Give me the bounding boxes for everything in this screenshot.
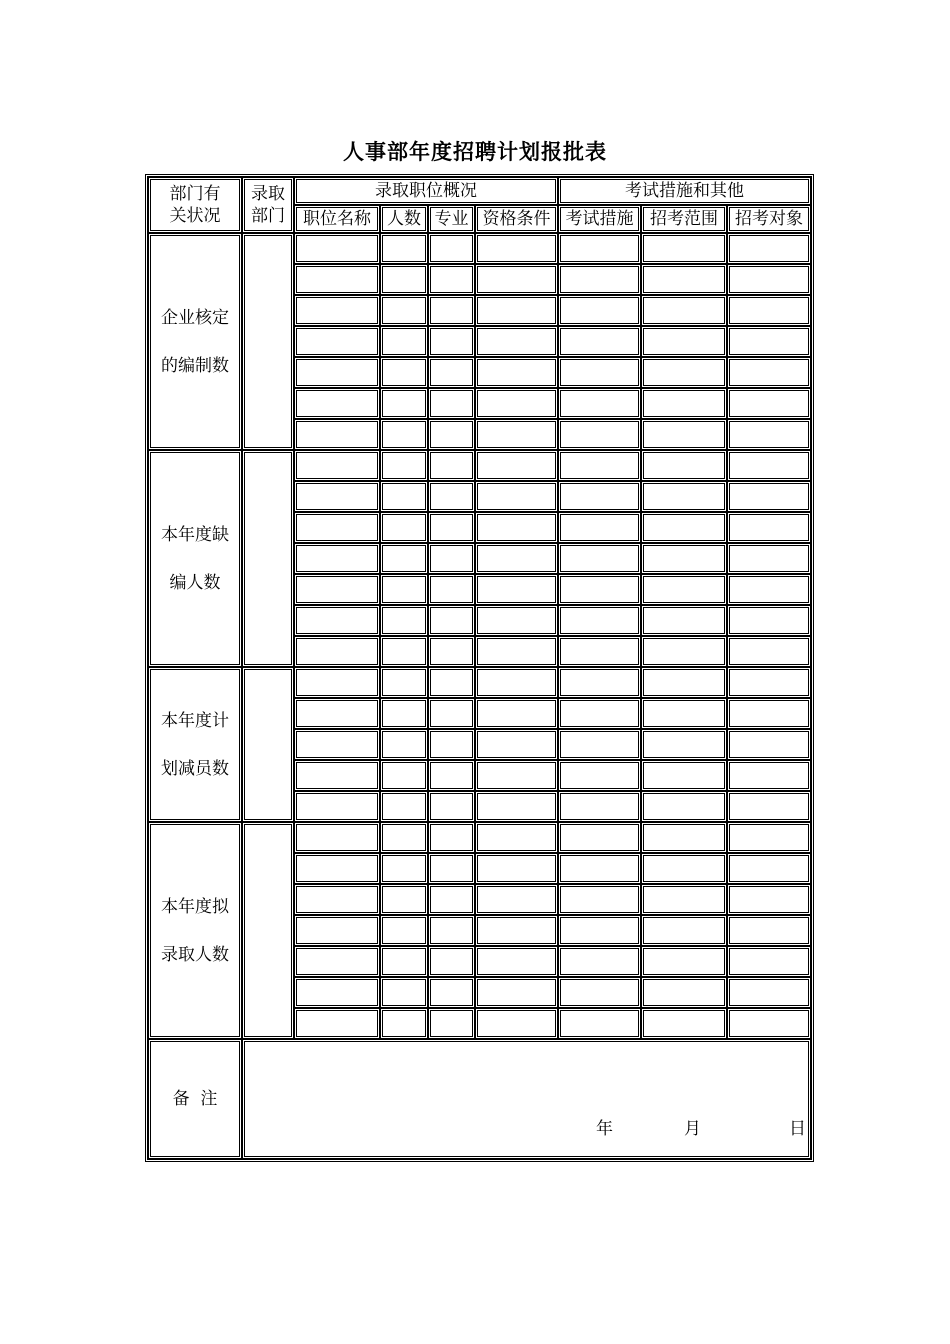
table-cell[interactable] xyxy=(428,388,475,419)
table-cell[interactable] xyxy=(475,977,558,1008)
remark-row xyxy=(148,1039,811,1159)
table-cell[interactable] xyxy=(727,233,811,264)
table-cell[interactable] xyxy=(428,481,475,512)
header-group-exam: 考试措施和其他 xyxy=(558,177,811,205)
date-year-label: 年 xyxy=(596,1119,613,1139)
table-cell[interactable] xyxy=(641,729,727,760)
table-cell[interactable] xyxy=(294,264,380,295)
table-cell[interactable] xyxy=(475,450,558,481)
table-cell[interactable] xyxy=(294,667,380,698)
table-cell[interactable] xyxy=(428,357,475,388)
table-cell[interactable] xyxy=(428,543,475,574)
table-cell[interactable] xyxy=(380,543,428,574)
category-label-line1: 本年度拟 xyxy=(161,896,229,917)
table-cell[interactable] xyxy=(294,946,380,977)
col-header-exam-scope: 招考范围 xyxy=(641,205,727,233)
table-cell[interactable] xyxy=(558,1008,641,1039)
table-cell[interactable] xyxy=(558,450,641,481)
table-cell[interactable] xyxy=(294,698,380,729)
table-cell[interactable] xyxy=(380,698,428,729)
table-cell[interactable] xyxy=(558,977,641,1008)
table-cell[interactable] xyxy=(294,822,380,853)
date-month-label: 月 xyxy=(684,1119,701,1139)
table-cell[interactable] xyxy=(380,853,428,884)
table-cell[interactable] xyxy=(558,915,641,946)
table-cell[interactable] xyxy=(428,450,475,481)
table-cell[interactable] xyxy=(558,543,641,574)
remark-content[interactable] xyxy=(242,1039,811,1159)
table-cell[interactable] xyxy=(428,760,475,791)
col-header-exam-method: 考试措施 xyxy=(558,205,641,233)
table-cell[interactable] xyxy=(380,295,428,326)
table-cell[interactable] xyxy=(428,946,475,977)
table-cell[interactable] xyxy=(558,233,641,264)
table-cell[interactable] xyxy=(558,636,641,667)
table-cell[interactable] xyxy=(428,636,475,667)
table-cell[interactable] xyxy=(380,946,428,977)
table-cell[interactable] xyxy=(380,481,428,512)
table-cell[interactable] xyxy=(294,419,380,450)
table-cell[interactable] xyxy=(294,915,380,946)
table-cell[interactable] xyxy=(641,388,727,419)
table-cell[interactable] xyxy=(641,698,727,729)
table-cell[interactable] xyxy=(558,481,641,512)
table-cell[interactable] xyxy=(475,791,558,822)
table-cell[interactable] xyxy=(428,977,475,1008)
table-cell[interactable] xyxy=(727,512,811,543)
table-cell[interactable] xyxy=(428,326,475,357)
table-cell[interactable] xyxy=(294,760,380,791)
table-cell[interactable] xyxy=(380,574,428,605)
table-cell[interactable] xyxy=(380,667,428,698)
table-cell[interactable] xyxy=(641,636,727,667)
table-cell[interactable] xyxy=(294,481,380,512)
col-header-major: 专业 xyxy=(428,205,475,233)
table-cell[interactable] xyxy=(727,543,811,574)
table-cell[interactable] xyxy=(475,481,558,512)
header-dept-status-line1: 部门有 xyxy=(169,184,221,204)
table-cell[interactable] xyxy=(558,946,641,977)
table-cell[interactable] xyxy=(294,450,380,481)
table-cell[interactable] xyxy=(380,729,428,760)
category-label-line2: 编人数 xyxy=(169,572,221,593)
table-cell[interactable] xyxy=(475,295,558,326)
recruitment-plan-table xyxy=(145,174,814,1162)
table-cell[interactable] xyxy=(641,233,727,264)
table-cell[interactable] xyxy=(641,605,727,636)
table-cell[interactable] xyxy=(380,915,428,946)
table-cell[interactable] xyxy=(380,791,428,822)
table-cell[interactable] xyxy=(641,667,727,698)
table-cell[interactable] xyxy=(380,357,428,388)
table-cell[interactable] xyxy=(727,605,811,636)
table-cell[interactable] xyxy=(558,295,641,326)
table-cell[interactable] xyxy=(727,946,811,977)
page-title: 人事部年度招聘计划报批表 xyxy=(343,140,607,164)
table-cell[interactable] xyxy=(558,388,641,419)
category-label xyxy=(148,233,242,450)
table-cell[interactable] xyxy=(727,326,811,357)
table-cell[interactable] xyxy=(380,419,428,450)
table-cell[interactable] xyxy=(428,915,475,946)
table-cell[interactable] xyxy=(380,977,428,1008)
col-header-position-name: 职位名称 xyxy=(294,205,380,233)
table-cell[interactable] xyxy=(294,574,380,605)
table-cell[interactable] xyxy=(475,853,558,884)
table-cell[interactable] xyxy=(380,512,428,543)
table-cell[interactable] xyxy=(428,419,475,450)
table-cell[interactable] xyxy=(428,853,475,884)
table-cell[interactable] xyxy=(294,1008,380,1039)
table-cell[interactable] xyxy=(428,574,475,605)
table-cell[interactable] xyxy=(294,357,380,388)
admit-dept-cell[interactable] xyxy=(242,233,294,450)
table-cell[interactable] xyxy=(428,667,475,698)
table-cell[interactable] xyxy=(380,233,428,264)
table-cell[interactable] xyxy=(294,233,380,264)
table-row xyxy=(148,450,811,481)
table-cell[interactable] xyxy=(428,698,475,729)
table-cell[interactable] xyxy=(294,388,380,419)
table-cell[interactable] xyxy=(475,574,558,605)
table-cell[interactable] xyxy=(727,450,811,481)
table-cell[interactable] xyxy=(727,915,811,946)
table-cell[interactable] xyxy=(380,760,428,791)
header-admit-dept-line1: 录取 xyxy=(251,184,285,204)
category-label-line1: 企业核定 xyxy=(161,307,229,328)
table-cell[interactable] xyxy=(727,419,811,450)
table-cell[interactable] xyxy=(558,419,641,450)
table-cell[interactable] xyxy=(380,605,428,636)
table-cell[interactable] xyxy=(475,636,558,667)
table-cell[interactable] xyxy=(475,326,558,357)
table-cell[interactable] xyxy=(558,357,641,388)
table-cell[interactable] xyxy=(294,295,380,326)
table-cell[interactable] xyxy=(727,1008,811,1039)
category-label-line2: 录取人数 xyxy=(161,944,229,965)
table-cell[interactable] xyxy=(727,822,811,853)
header-group-position: 录取职位概况 xyxy=(294,177,558,205)
table-cell[interactable] xyxy=(727,574,811,605)
col-header-headcount: 人数 xyxy=(380,205,428,233)
table-cell[interactable] xyxy=(475,357,558,388)
table-cell[interactable] xyxy=(380,326,428,357)
table-cell[interactable] xyxy=(380,388,428,419)
header-row-1 xyxy=(148,177,811,205)
table-cell[interactable] xyxy=(380,884,428,915)
col-header-qualification: 资格条件 xyxy=(475,205,558,233)
table-cell[interactable] xyxy=(475,760,558,791)
table-cell[interactable] xyxy=(727,760,811,791)
table-cell[interactable] xyxy=(380,822,428,853)
table-cell[interactable] xyxy=(475,698,558,729)
table-cell[interactable] xyxy=(641,977,727,1008)
table-cell[interactable] xyxy=(475,512,558,543)
table-cell[interactable] xyxy=(727,729,811,760)
category-label xyxy=(148,450,242,667)
table-cell[interactable] xyxy=(558,760,641,791)
table-cell[interactable] xyxy=(558,791,641,822)
table-cell[interactable] xyxy=(428,729,475,760)
table-cell[interactable] xyxy=(558,574,641,605)
table-cell[interactable] xyxy=(558,884,641,915)
table-cell[interactable] xyxy=(294,884,380,915)
table-cell[interactable] xyxy=(727,884,811,915)
table-cell[interactable] xyxy=(641,326,727,357)
table-cell[interactable] xyxy=(475,264,558,295)
table-cell[interactable] xyxy=(475,605,558,636)
admit-dept-cell[interactable] xyxy=(242,667,294,822)
table-cell[interactable] xyxy=(475,233,558,264)
table-cell[interactable] xyxy=(475,388,558,419)
table-cell[interactable] xyxy=(475,1008,558,1039)
category-label-line2: 划减员数 xyxy=(161,758,229,779)
table-cell[interactable] xyxy=(294,977,380,1008)
table-cell[interactable] xyxy=(558,822,641,853)
table-cell[interactable] xyxy=(641,419,727,450)
table-cell[interactable] xyxy=(641,481,727,512)
table-cell[interactable] xyxy=(428,233,475,264)
header-dept-status-line2: 关状况 xyxy=(169,206,221,226)
table-cell[interactable] xyxy=(641,915,727,946)
table-cell[interactable] xyxy=(428,605,475,636)
table-cell[interactable] xyxy=(727,481,811,512)
table-cell[interactable] xyxy=(727,698,811,729)
header-admit-dept-line2: 部门 xyxy=(251,206,285,226)
category-label-line2: 的编制数 xyxy=(161,355,229,376)
table-cell[interactable] xyxy=(558,512,641,543)
table-cell[interactable] xyxy=(475,946,558,977)
table-cell[interactable] xyxy=(380,1008,428,1039)
table-cell[interactable] xyxy=(558,326,641,357)
table-cell[interactable] xyxy=(558,605,641,636)
date-day-label: 日 xyxy=(789,1119,806,1139)
table-cell[interactable] xyxy=(428,822,475,853)
table-cell[interactable] xyxy=(475,667,558,698)
table-cell[interactable] xyxy=(294,326,380,357)
table-cell[interactable] xyxy=(294,512,380,543)
table-cell[interactable] xyxy=(380,450,428,481)
table-cell[interactable] xyxy=(727,357,811,388)
category-label-line1: 本年度计 xyxy=(161,710,229,731)
table-cell[interactable] xyxy=(475,543,558,574)
table-cell[interactable] xyxy=(475,729,558,760)
table-cell[interactable] xyxy=(641,512,727,543)
table-cell[interactable] xyxy=(727,636,811,667)
table-cell[interactable] xyxy=(727,667,811,698)
table-cell[interactable] xyxy=(727,791,811,822)
table-cell[interactable] xyxy=(294,636,380,667)
table-cell[interactable] xyxy=(428,512,475,543)
admit-dept-cell[interactable] xyxy=(242,450,294,667)
table-cell[interactable] xyxy=(475,884,558,915)
table-cell[interactable] xyxy=(380,264,428,295)
table-cell[interactable] xyxy=(428,1008,475,1039)
table-cell[interactable] xyxy=(558,698,641,729)
table-cell[interactable] xyxy=(641,574,727,605)
admit-dept-cell[interactable] xyxy=(242,822,294,1039)
col-header-exam-target: 招考对象 xyxy=(727,205,811,233)
table-cell[interactable] xyxy=(294,791,380,822)
table-cell[interactable] xyxy=(428,264,475,295)
category-label xyxy=(148,667,242,822)
table-cell[interactable] xyxy=(727,388,811,419)
table-cell[interactable] xyxy=(475,419,558,450)
table-cell[interactable] xyxy=(727,977,811,1008)
table-cell[interactable] xyxy=(641,295,727,326)
table-row xyxy=(148,667,811,698)
table-cell[interactable] xyxy=(641,853,727,884)
table-cell[interactable] xyxy=(558,729,641,760)
table-cell[interactable] xyxy=(558,853,641,884)
table-cell[interactable] xyxy=(558,667,641,698)
table-cell[interactable] xyxy=(294,543,380,574)
table-cell[interactable] xyxy=(428,791,475,822)
table-cell[interactable] xyxy=(641,822,727,853)
table-cell[interactable] xyxy=(294,729,380,760)
table-cell[interactable] xyxy=(641,1008,727,1039)
table-cell[interactable] xyxy=(294,853,380,884)
table-cell[interactable] xyxy=(727,853,811,884)
table-cell[interactable] xyxy=(558,264,641,295)
table-cell[interactable] xyxy=(727,264,811,295)
category-label xyxy=(148,822,242,1039)
header-dept-status xyxy=(148,177,242,233)
table-cell[interactable] xyxy=(428,884,475,915)
table-cell[interactable] xyxy=(475,822,558,853)
table-cell[interactable] xyxy=(641,791,727,822)
remark-label: 备 注 xyxy=(148,1039,242,1159)
table-cell[interactable] xyxy=(641,946,727,977)
table-row xyxy=(148,822,811,853)
table-cell[interactable] xyxy=(641,264,727,295)
header-admit-dept xyxy=(242,177,294,233)
table-cell[interactable] xyxy=(380,636,428,667)
table-cell[interactable] xyxy=(294,605,380,636)
table-row xyxy=(148,233,811,264)
table-cell[interactable] xyxy=(641,543,727,574)
table-cell[interactable] xyxy=(641,884,727,915)
table-cell[interactable] xyxy=(475,915,558,946)
table-cell[interactable] xyxy=(641,450,727,481)
table-cell[interactable] xyxy=(641,357,727,388)
table-cell[interactable] xyxy=(428,295,475,326)
table-cell[interactable] xyxy=(641,760,727,791)
table-cell[interactable] xyxy=(727,295,811,326)
category-label-line1: 本年度缺 xyxy=(161,524,229,545)
